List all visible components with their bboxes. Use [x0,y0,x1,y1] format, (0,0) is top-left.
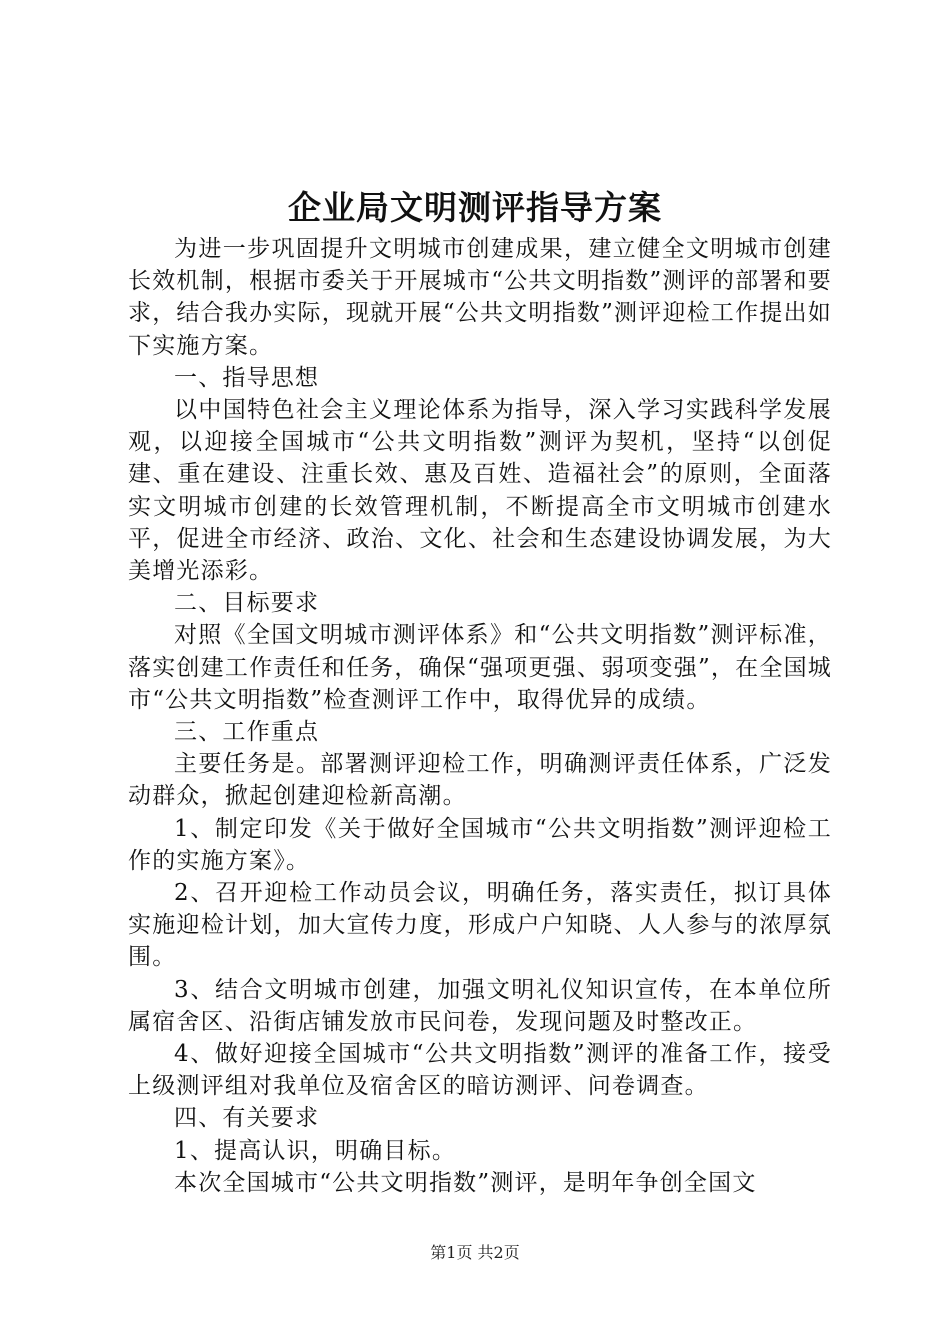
page-footer: 第1页 共2页 [430,1243,520,1262]
section-heading-guiding-ideology: 一、指导思想 [174,364,320,391]
intro-paragraph: 为进一步巩固提升文明城市创建成果，建立健全文明城市创建长效机制，根据市委关于开展城市“公共文明指数”测评的部署和要求，结合我办实际，现就开展“公共文明指数”测评迎检工作提出如下实施方案。 [128,236,832,359]
work-focus-paragraph: 主要任务是。部署测评迎检工作，明确测评责任体系，广泛发动群众，掀起创建迎检新高潮。 [128,751,832,810]
document-body [128,233,832,1199]
requirement-paragraph: 本次全国城市“公共文明指数”测评，是明年争创全国文 [174,1169,757,1196]
work-item-4: 4、做好迎接全国城市“公共文明指数”测评的准备工作，接受上级测评组对我单位及宿舍区的暗访测评、问卷调查。 [128,1041,832,1100]
work-item-1: 1、制定印发《关于做好全国城市“公共文明指数”测评迎检工作的实施方案》。 [128,815,832,874]
guiding-ideology-paragraph: 以中国特色社会主义理论体系为指导，深入学习实践科学发展观，以迎接全国城市“公共文明指数”测评为契机，坚持“以创促建、重在建设、注重长效、惠及百姓、造福社会”的原则，全面落实文明城市创建的长效管理机制，不断提高全市文明城市创建水平，促进全市经济、政治、文化、社会和生态建设协调发展，为大美增光添彩。 [128,397,832,585]
section-heading-requirements: 四、有关要求 [174,1105,320,1132]
section-heading-work-focus: 三、工作重点 [174,719,320,746]
work-item-3: 3、结合文明城市创建，加强文明礼仪知识宣传，在本单位所属宿舍区、沿街店铺发放市民问卷，发现问题及时整改正。 [128,976,832,1035]
section-heading-goals: 二、目标要求 [174,590,320,617]
requirement-item-1: 1、提高认识，明确目标。 [174,1137,457,1164]
goals-paragraph: 对照《全国文明城市测评体系》和“公共文明指数”测评标准，落实创建工作责任和任务，确保“强项更强、弱项变强”，在全国城市“公共文明指数”检查测评工作中，取得优异的成绩。 [128,622,832,713]
work-item-2: 2、召开迎检工作动员会议，明确任务，落实责任，拟订具体实施迎检计划，加大宣传力度，形成户户知晓、人人参与的浓厚氛围。 [128,880,832,971]
document-title: 企业局文明测评指导方案 [288,188,662,227]
